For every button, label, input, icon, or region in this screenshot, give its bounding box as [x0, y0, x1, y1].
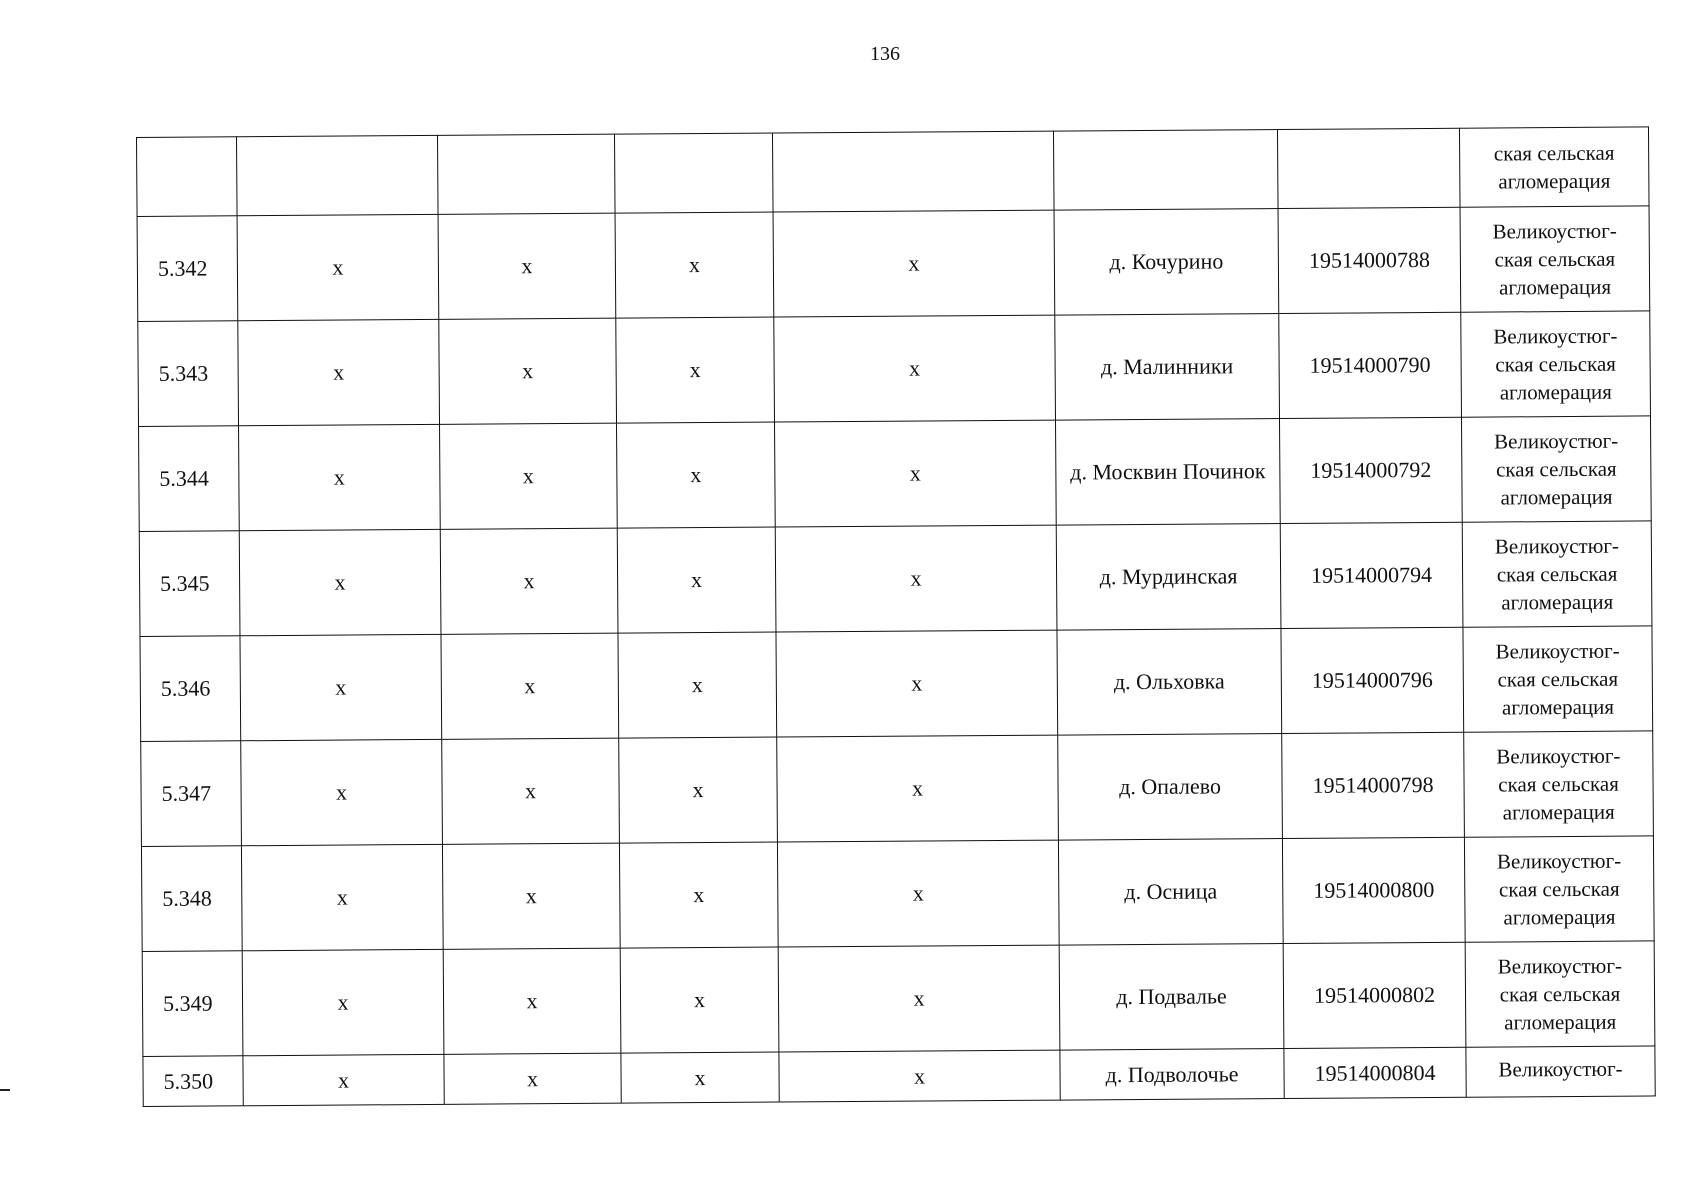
cell-num: 5.350	[143, 1056, 243, 1107]
table-row	[141, 836, 1654, 952]
cell-c3: х	[617, 527, 776, 633]
cell-code: 19514000790	[1279, 312, 1462, 418]
cell-c1: х	[240, 634, 442, 740]
table-row	[142, 941, 1655, 1057]
cell-c3: х	[618, 632, 777, 738]
cell-c3: х	[616, 317, 775, 423]
cell-c3: х	[619, 737, 778, 843]
cell-c2	[437, 134, 615, 214]
cell-code: 19514000798	[1282, 732, 1465, 838]
cell-code: 19514000804	[1284, 1047, 1466, 1098]
cell-settlement: д. Осница	[1058, 839, 1283, 946]
region-line: Великоустюг-	[1492, 218, 1617, 244]
cell-c2: х	[440, 423, 618, 529]
region-line: Великоустюг-	[1494, 533, 1620, 559]
region-line: агломерация	[1498, 274, 1612, 300]
region-line: ская сельская	[1496, 561, 1618, 587]
cell-c1: х	[241, 739, 443, 845]
region-line: ская сельская	[1494, 246, 1616, 272]
cell-settlement: д. Кочурино	[1054, 209, 1279, 316]
cell-c2: х	[444, 1053, 621, 1104]
cell-region	[1464, 836, 1654, 942]
region-line: Великоустюг-	[1493, 323, 1618, 349]
cell-region	[1459, 127, 1649, 207]
region-line: Великоустюг-	[1493, 428, 1619, 454]
region-line: агломерация	[1502, 799, 1615, 825]
cell-region	[1461, 416, 1651, 522]
region-line: ская сельская	[1495, 351, 1616, 377]
region-line: ская сельская	[1497, 666, 1619, 692]
cell-settlement	[1053, 130, 1278, 211]
region-line: агломерация	[1503, 904, 1616, 930]
cell-c2: х	[442, 843, 620, 949]
cell-num: 5.344	[139, 426, 240, 532]
cell-code: 19514000792	[1279, 417, 1462, 523]
cell-c2: х	[441, 633, 619, 739]
cell-settlement: д. Малинники	[1055, 314, 1280, 421]
cell-num: 5.346	[140, 636, 241, 742]
cell-code	[1277, 128, 1460, 208]
region-line: Великоустюг-	[1496, 743, 1621, 769]
cell-region	[1465, 941, 1655, 1047]
table-row	[141, 731, 1654, 847]
scan-margin-mark	[0, 1089, 10, 1091]
table-row-continuation	[137, 127, 1650, 217]
cell-settlement: д. Опалево	[1058, 734, 1283, 841]
table-row	[138, 311, 1651, 427]
cell-settlement: д. Подвалье	[1059, 944, 1284, 1051]
region-line: ская сельская	[1498, 771, 1619, 797]
cell-c4	[772, 131, 1054, 212]
cell-c4: х	[777, 735, 1059, 842]
cell-region	[1462, 521, 1652, 627]
region-line: агломерация	[1498, 168, 1611, 194]
region-line: ская сельская	[1493, 140, 1615, 166]
region-line: Великоустюг-	[1496, 848, 1622, 874]
cell-region	[1463, 626, 1653, 732]
cell-c3	[614, 133, 773, 213]
cell-region	[1460, 206, 1650, 312]
cell-region	[1464, 731, 1654, 837]
region-line: ская сельская	[1499, 981, 1621, 1007]
page-number: 136	[870, 43, 900, 65]
settlements-table	[136, 126, 1656, 1107]
region-line: Великоустюг-	[1495, 638, 1620, 664]
cell-c2: х	[443, 948, 621, 1054]
region-line: агломерация	[1501, 589, 1614, 615]
region-line: агломерация	[1504, 1009, 1617, 1035]
cell-c1: х	[239, 424, 441, 530]
cell-code: 19514000794	[1280, 522, 1463, 628]
cell-c3: х	[619, 842, 778, 948]
cell-c2: х	[439, 318, 617, 424]
cell-code: 19514000800	[1282, 837, 1465, 943]
cell-c4: х	[775, 525, 1057, 632]
cell-c1: х	[239, 529, 441, 635]
cell-code: 19514000788	[1278, 207, 1461, 313]
cell-num: 5.345	[139, 531, 240, 637]
cell-c4: х	[774, 315, 1056, 422]
cell-code: 19514000796	[1281, 627, 1464, 733]
cell-num: 5.342	[137, 216, 238, 322]
cell-c4: х	[776, 630, 1058, 737]
cell-c2: х	[440, 528, 618, 634]
table-row	[139, 521, 1652, 637]
cell-num: 5.349	[142, 951, 243, 1057]
cell-c4: х	[777, 840, 1059, 947]
cell-num: 5.348	[141, 846, 242, 952]
cell-c1: х	[237, 214, 439, 320]
cell-c3: х	[621, 1052, 779, 1103]
cell-settlement: д. Москвин Починок	[1055, 419, 1280, 526]
table-body	[137, 127, 1656, 1107]
cell-c3: х	[617, 422, 776, 528]
cell-c3: х	[615, 212, 774, 318]
cell-settlement: д. Ольховка	[1057, 629, 1282, 736]
cell-c4: х	[773, 210, 1055, 317]
cell-region	[1466, 1046, 1655, 1097]
region-line: Великоустюг-	[1498, 1056, 1623, 1082]
cell-c4: х	[778, 945, 1060, 1052]
cell-c4: х	[775, 420, 1057, 527]
cell-num	[137, 137, 238, 217]
cell-region	[1461, 311, 1651, 417]
table-row	[139, 416, 1652, 532]
cell-c1: х	[238, 319, 440, 425]
cell-c1: х	[243, 1054, 444, 1105]
cell-code: 19514000802	[1283, 942, 1466, 1048]
cell-c1: х	[242, 949, 444, 1055]
cell-c3: х	[620, 947, 779, 1053]
table-row	[137, 206, 1650, 322]
cell-c2: х	[438, 213, 616, 319]
cell-settlement: д. Подволочье	[1060, 1049, 1284, 1101]
cell-c1: х	[241, 844, 443, 950]
cell-num: 5.343	[138, 321, 239, 427]
table-row	[140, 626, 1653, 742]
region-line: ская сельская	[1495, 456, 1617, 482]
region-line: Великоустюг-	[1497, 953, 1622, 979]
cell-c1	[237, 135, 439, 215]
region-line: агломерация	[1499, 379, 1612, 405]
cell-settlement: д. Мурдинская	[1056, 524, 1281, 631]
region-line: ская сельская	[1498, 876, 1620, 902]
region-line: агломерация	[1500, 484, 1613, 510]
cell-c4: х	[779, 1050, 1060, 1102]
table-row	[143, 1046, 1655, 1107]
cell-num: 5.347	[141, 741, 242, 847]
cell-c2: х	[442, 738, 620, 844]
region-line: агломерация	[1501, 694, 1615, 720]
